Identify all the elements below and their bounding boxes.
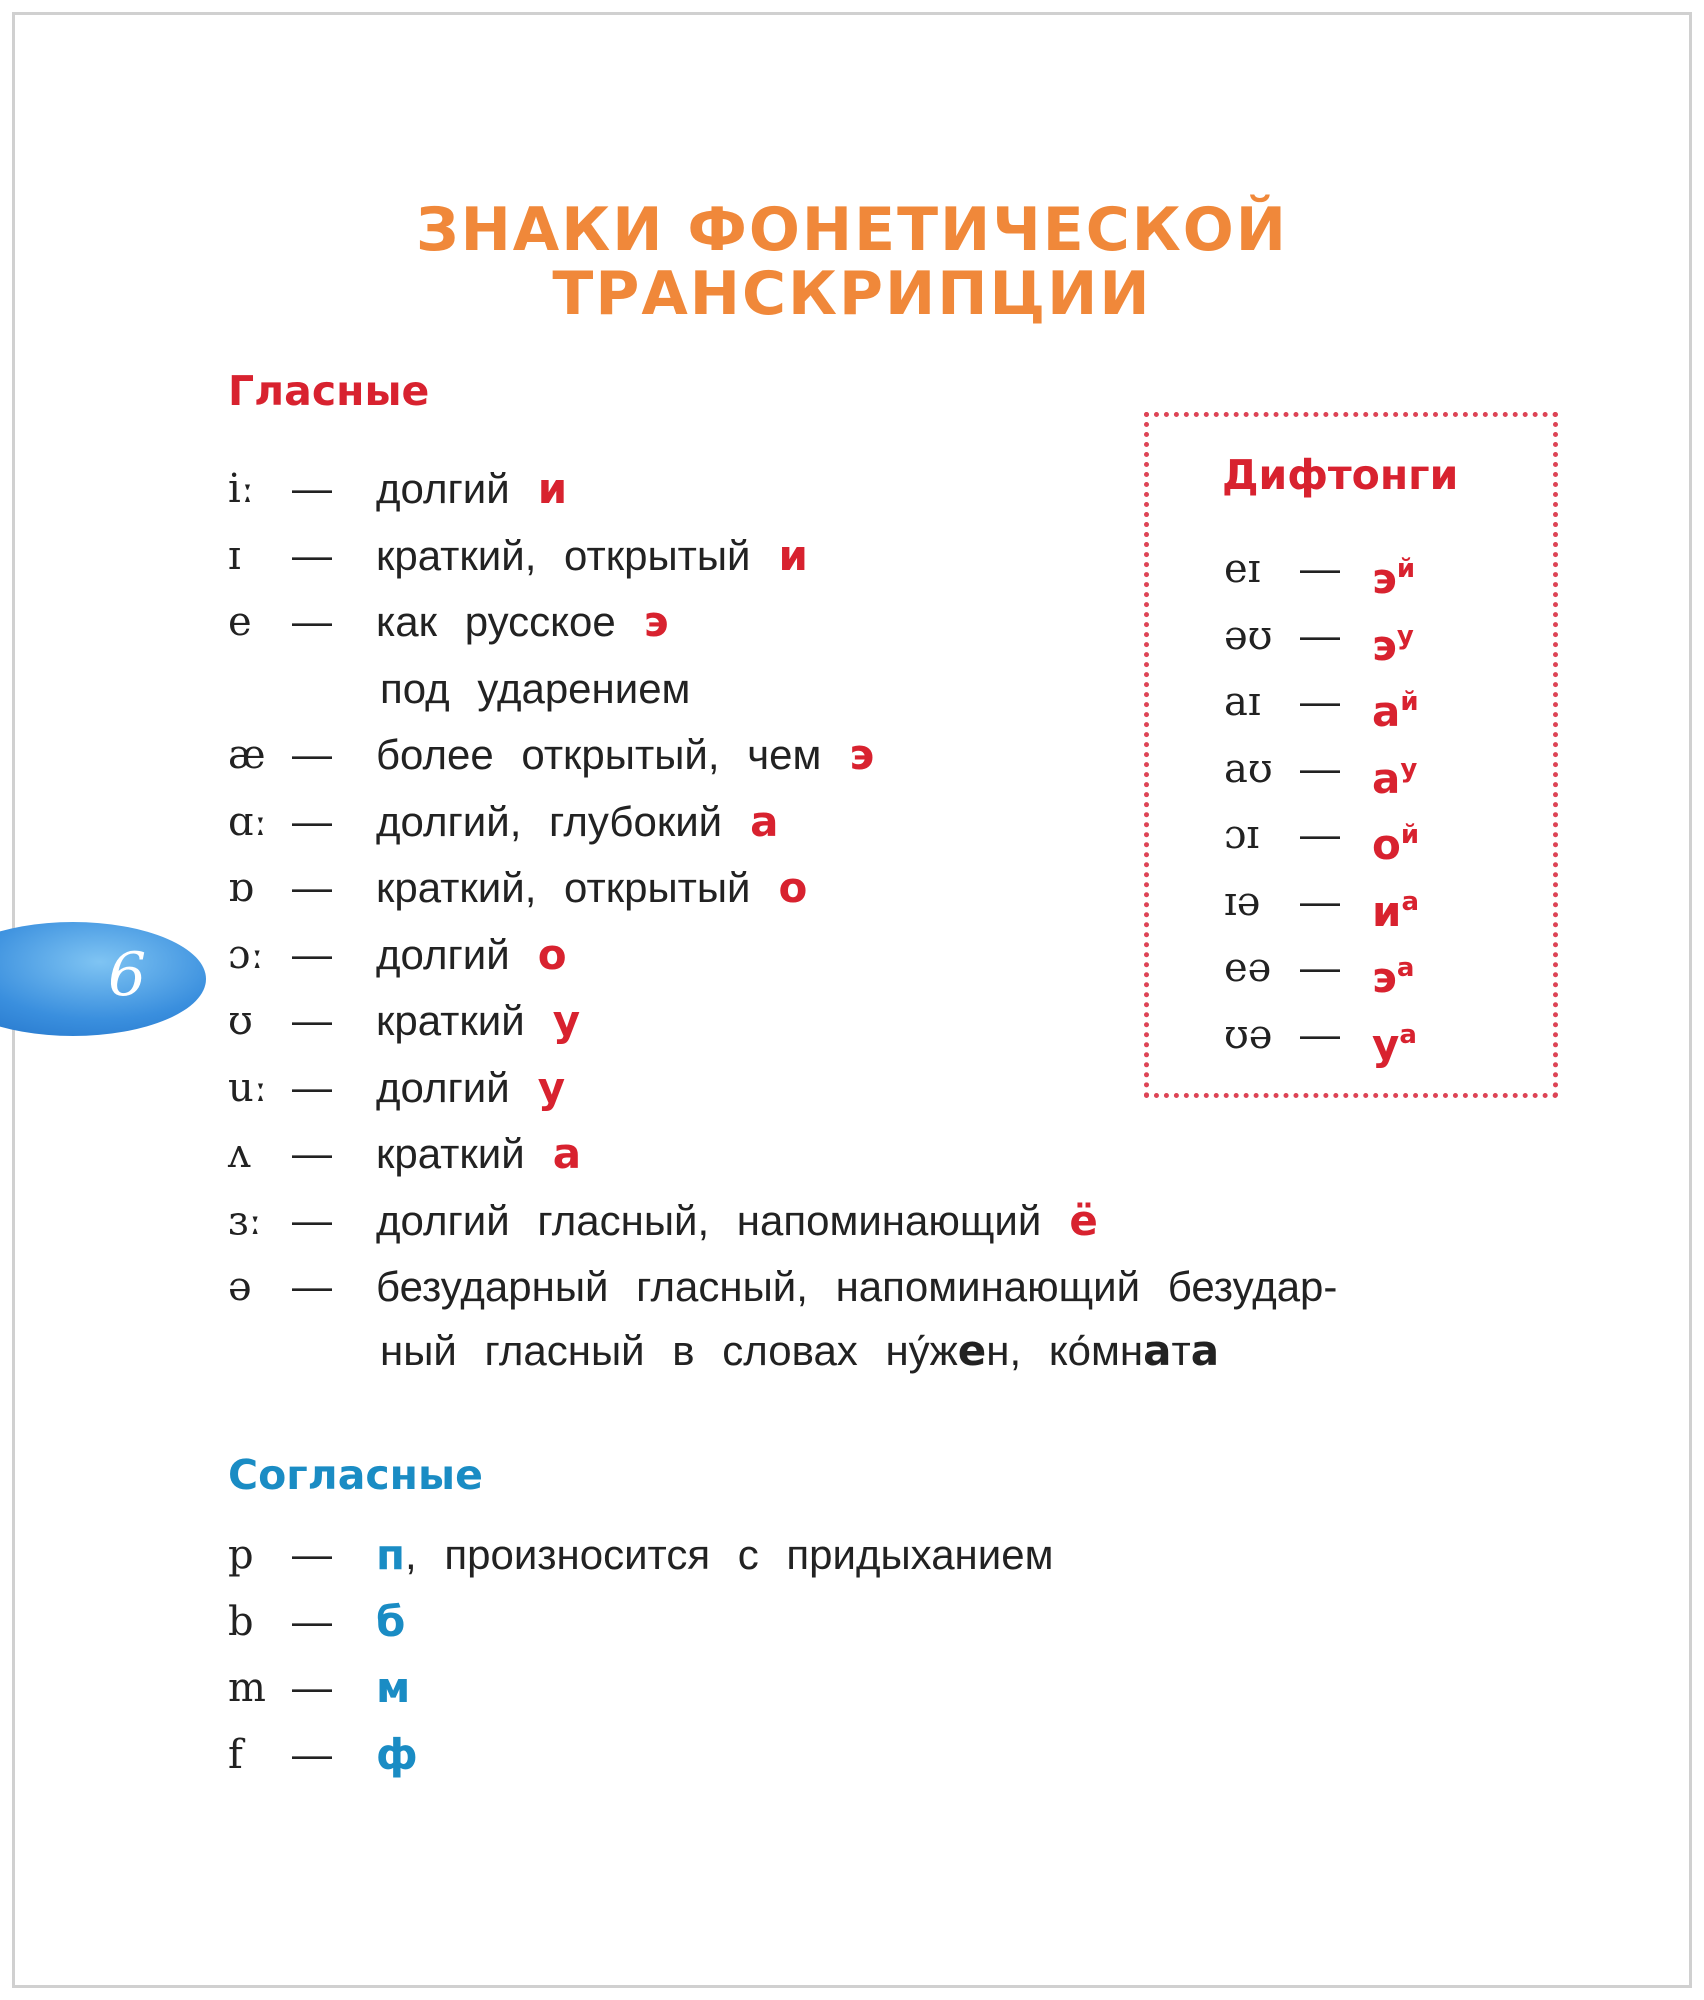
dash: — [292, 1198, 332, 1243]
vowel-symbol: ɑː [228, 798, 268, 845]
dash: — [292, 1132, 332, 1176]
dash: — [292, 1732, 332, 1777]
dash: — [1300, 1012, 1340, 1057]
vowel-description: под ударением [380, 664, 691, 712]
dash: — [292, 799, 332, 844]
consonant-symbol: m [228, 1665, 266, 1711]
consonant-description [376, 1655, 410, 1721]
vowel-description: краткий а [376, 1129, 582, 1178]
consonant-description: п, произносится с придыханием [376, 1530, 1054, 1579]
vowel-russian-letter: э [643, 597, 669, 646]
diphthongs-heading: Дифтонги [1222, 451, 1459, 499]
vowel-description: долгий о [376, 929, 567, 979]
consonants-heading: Согласные [228, 1451, 483, 1499]
dash: — [292, 533, 332, 578]
vowel-symbol: e [228, 599, 252, 645]
dash: — [292, 600, 332, 644]
dash: — [1300, 547, 1340, 591]
diphthong-russian: $у^а$ [1372, 1019, 1417, 1069]
vowel-russian-letter: ё [1069, 1195, 1098, 1245]
dash: — [292, 733, 332, 777]
diphthongs-box [1144, 412, 1558, 1098]
diphthong-symbol: ɪə [1224, 878, 1261, 925]
vowel-russian-letter: э [849, 730, 875, 779]
vowel-symbol: ʊ [228, 998, 253, 1044]
dash: — [292, 866, 332, 910]
diphthong-symbol: aʊ [1224, 745, 1273, 792]
diphthong-russian: $а^у$ [1372, 753, 1418, 803]
vowel-description: долгий у [376, 1062, 566, 1112]
vowel-symbol: ʌ [228, 1131, 251, 1177]
diphthong-symbol: eɪ [1224, 546, 1261, 592]
dash: — [1300, 813, 1340, 857]
dash: — [292, 1533, 332, 1577]
vowel-description: долгий, глубокий а [376, 796, 779, 846]
diphthong-russian: $э^у$ [1372, 620, 1414, 670]
vowel-symbol: uː [228, 1064, 268, 1111]
vowel-symbol: æ [228, 732, 266, 778]
dash: — [1300, 746, 1340, 791]
diphthong-symbol: aɪ [1224, 679, 1261, 725]
consonant-symbol: b [228, 1598, 254, 1645]
vowel-russian-letter: у [552, 996, 581, 1045]
consonant-russian-letter: м [376, 1663, 411, 1712]
diphthong-russian: $э^й$ [1372, 554, 1416, 603]
vowel-symbol: ɜː [228, 1197, 262, 1244]
page-title-line-1: ЗНАКИ ФОНЕТИЧЕСКОЙ [415, 195, 1289, 265]
vowel-russian-letter: у [537, 1062, 566, 1112]
page-title-line-2: ТРАНСКРИПЦИИ [552, 259, 1152, 329]
dash: — [292, 932, 332, 977]
consonant-russian-letter: ф [376, 1729, 418, 1779]
dash: — [292, 999, 332, 1043]
diphthong-symbol: ɔɪ [1224, 812, 1260, 858]
vowel-symbol: iː [228, 466, 255, 512]
dash: — [292, 1666, 332, 1710]
vowel-russian-letter: и [778, 530, 808, 580]
consonant-description [376, 1589, 405, 1655]
diphthong-russian: $а^й$ [1372, 687, 1419, 736]
diphthong-russian: $и^а$ [1372, 886, 1419, 936]
vowel-description: краткий, открытый и [376, 530, 808, 580]
dash: — [292, 1065, 332, 1110]
vowel-russian-letter: а [552, 1129, 582, 1178]
vowel-description: долгий гласный, напоминающий ё [376, 1195, 1098, 1245]
page-number: 6 [108, 940, 147, 1010]
dash: — [292, 467, 332, 511]
vowel-symbol: ɒ [228, 865, 254, 911]
consonant-russian-letter: п [376, 1530, 406, 1579]
vowel-description: как русское э [376, 597, 669, 646]
dash: — [292, 1599, 332, 1644]
dash: — [1300, 946, 1340, 990]
vowel-description: безударный гласный, напоминающий безудар- [376, 1263, 1338, 1310]
dash: — [292, 1265, 332, 1309]
diphthong-symbol: eə [1224, 945, 1272, 991]
dash: — [1300, 879, 1340, 924]
vowel-russian-letter: о [778, 863, 808, 912]
vowel-russian-letter: и [537, 464, 568, 513]
vowel-russian-letter: а [750, 796, 779, 846]
vowels-heading: Гласные [228, 367, 430, 415]
vowel-description: краткий у [376, 996, 581, 1045]
consonant-symbol: f [228, 1731, 243, 1778]
dash: — [1300, 680, 1340, 724]
vowel-symbol: ə [228, 1264, 252, 1310]
vowel-russian-letter: о [537, 929, 567, 979]
diphthong-symbol: əʊ [1224, 612, 1273, 659]
vowel-description: краткий, открытый о [376, 863, 808, 912]
consonant-symbol: p [228, 1532, 254, 1578]
diphthong-russian: $э^а$ [1372, 953, 1415, 1002]
consonant-description [376, 1722, 418, 1788]
consonant-russian-letter: б [376, 1596, 406, 1646]
diphthong-symbol: ʊə [1224, 1011, 1273, 1058]
vowel-description: более открытый, чем э [376, 730, 875, 779]
dash: — [1300, 613, 1340, 658]
vowel-symbol: ɔː [228, 931, 264, 978]
vowel-symbol: ɪ [228, 532, 241, 579]
vowel-description: долгий и [376, 464, 568, 513]
diphthong-russian: $о^й$ [1372, 820, 1420, 869]
